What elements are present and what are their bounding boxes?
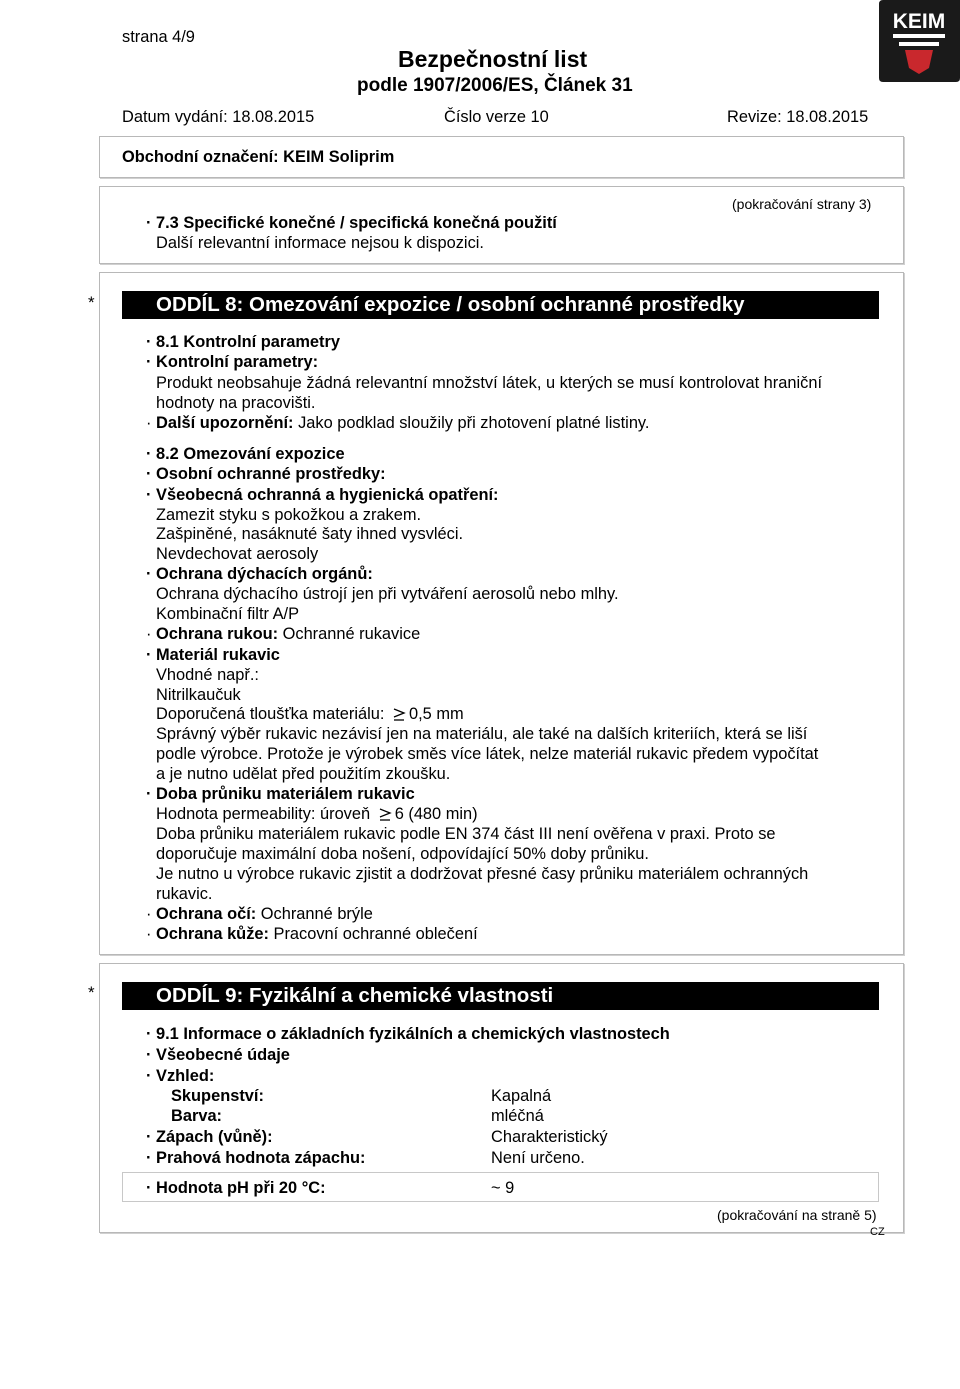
version-number: Číslo verze 10 (444, 108, 549, 126)
color-value: mléčná (491, 1107, 544, 1125)
change-marker: * (88, 983, 95, 1002)
s73-title: · 7.3 Specifické konečné / specifická konečná použití (146, 214, 557, 232)
logo-text: KEIM (892, 10, 946, 33)
s82-title: · 8.2 Omezování expozice (146, 445, 345, 463)
glove-thickness: Doporučená tloušťka materiálu: 0,5 mm (156, 705, 464, 723)
revision-date: Revize: 18.08.2015 (727, 108, 869, 126)
ph-value: ~ 9 (491, 1179, 515, 1197)
respiratory-label: · Ochrana dýchacích orgánů: (146, 565, 373, 583)
glove-6: a je nutno udělat před použitím zkoušku. (156, 765, 451, 783)
general-measures-label: · Všeobecná ochranná a hygienická opatření: (146, 486, 499, 504)
issue-date: Datum vydání: 18.08.2015 (122, 108, 315, 126)
color-label: Barva: (171, 1107, 223, 1125)
respiratory-1: Ochrana dýchacího ústrojí jen při vytváření aerosolů nebo mlhy. (156, 585, 619, 603)
hand-protection: · Ochrana rukou: Ochranné rukavice (146, 625, 421, 643)
page-number: strana 4/9 (122, 28, 195, 46)
s91-title: · 9.1 Informace o základních fyzikálních a chemických vlastnostech (146, 1025, 670, 1043)
breakthrough-3: doporučuje maximální doba nošení, odpovídající 50% doby průniku. (156, 845, 649, 863)
breakthrough-4: Je nutno u výrobce rukavic zjistit a dodržovat přesné časy průniku materiálem ochranných (156, 865, 809, 883)
greater-equal-icon (378, 806, 392, 820)
continuation-next: (pokračování na straně 5) (717, 1207, 877, 1223)
glove-4: Správný výběr rukavic nezávisí jen na materiálu, ale také na dalších kriteriích, která se liší (156, 725, 808, 743)
general-data-label: · Všeobecné údaje (146, 1046, 290, 1064)
s73-text: Další relevantní informace nejsou k dispozici. (156, 234, 484, 252)
odor-threshold-value: Není určeno. (491, 1149, 585, 1167)
odor-label: · Zápach (vůně): (146, 1128, 273, 1146)
odor-value: Charakteristický (491, 1128, 608, 1146)
skin-protection: · Ochrana kůže: Pracovní ochranné oblečení (146, 925, 478, 943)
state-label: Skupenství: (171, 1087, 264, 1105)
s81-title: · 8.1 Kontrolní parametry (146, 333, 341, 351)
breakthrough-1: Hodnota permeability: úroveň 6 (480 min) (156, 805, 478, 823)
eye-protection: · Ochrana očí: Ochranné brýle (146, 905, 373, 923)
respiratory-2: Kombinační filtr A/P (156, 605, 300, 623)
general-measure-3: Nevdechovat aerosoly (156, 545, 319, 563)
keim-logo (879, 0, 960, 82)
language-code: CZ (870, 1226, 885, 1238)
general-measure-2: Zašpiněné, nasáknuté šaty ihned vysvléci. (156, 525, 464, 543)
glove-5: podle výrobce. Protože je výrobek směs více látek, nelze materiál rukavic předem vypočítat (156, 745, 819, 763)
control-params-text2: hodnoty na pracovišti. (156, 394, 316, 412)
change-marker: * (88, 293, 95, 312)
odor-threshold-label: · Prahová hodnota zápachu: (146, 1149, 366, 1167)
appearance-label: · Vzhled: (146, 1067, 215, 1085)
control-params-text1: Produkt neobsahuje žádná relevantní množství látek, u kterých se musí kontrolovat hraniční (156, 374, 822, 392)
glove-material-label: · Materiál rukavic (146, 646, 280, 664)
breakthrough-2: Doba průniku materiálem rukavic podle EN 374 část III není ověřena v praxi. Proto se (156, 825, 776, 843)
continuation-previous: (pokračování strany 3) (732, 196, 872, 212)
section-8-heading: ODDÍL 8: Omezování expozice / osobní ochranné prostředky (122, 291, 879, 319)
general-measure-1: Zamezit styku s pokožkou a zrakem. (156, 506, 422, 524)
document-title: Bezpečnostní list (398, 46, 588, 72)
trade-name: Obchodní označení: KEIM Soliprim (122, 148, 395, 166)
ph-label: · Hodnota pH při 20 °C: (146, 1179, 326, 1197)
glove-2: Nitrilkaučuk (156, 686, 241, 704)
breakthrough-5: rukavic. (156, 885, 213, 903)
section-9-heading: ODDÍL 9: Fyzikální a chemické vlastnosti (122, 982, 879, 1010)
ppe-label: · Osobní ochranné prostředky: (146, 465, 386, 483)
greater-equal-icon (392, 706, 406, 720)
control-params-label: · Kontrolní parametry: (146, 353, 319, 371)
glove-1: Vhodné např.: (156, 666, 259, 684)
further-info: · Další upozornění: Jako podklad sloužily při zhotovení platné listiny. (146, 414, 650, 432)
document-subtitle: podle 1907/2006/ES, Článek 31 (357, 75, 633, 96)
breakthrough-label: · Doba průniku materiálem rukavic (146, 785, 415, 803)
state-value: Kapalná (491, 1087, 552, 1105)
